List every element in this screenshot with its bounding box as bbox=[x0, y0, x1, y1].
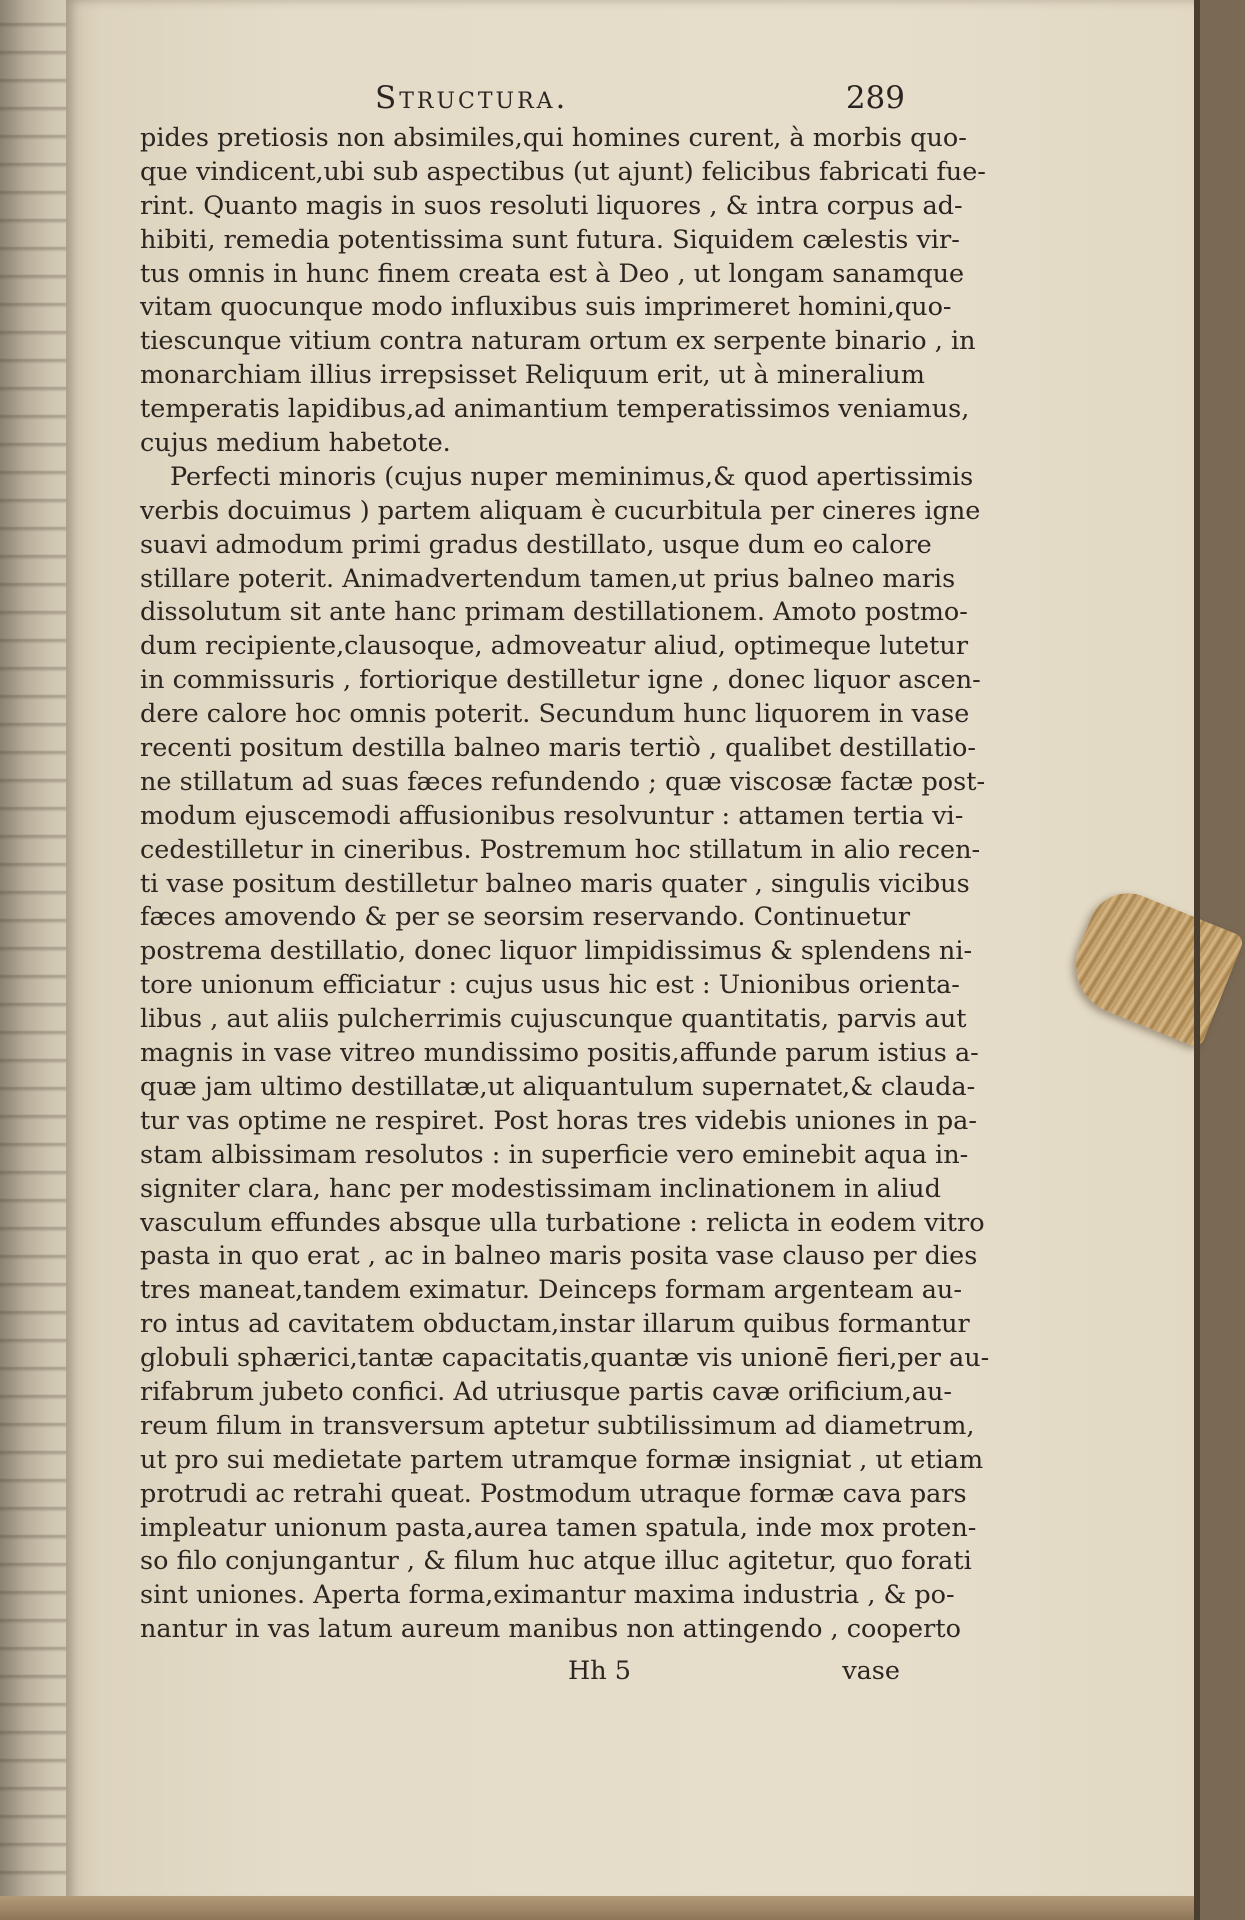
text-line: sint uniones. Aperta forma,eximantur maxima industria , & po- bbox=[140, 1580, 955, 1611]
page-right-edge bbox=[1194, 0, 1200, 1920]
text-line: hibiti, remedia potentissima sunt futura. Siquidem cælestis vir- bbox=[140, 224, 960, 255]
page-bottom-edge bbox=[0, 1896, 1200, 1920]
text-line: dissolutum sit ante hanc primam destillationem. Amoto postmo- bbox=[140, 597, 968, 628]
text-line: stam albissimam resolutos : in superficie vero eminebit aqua in- bbox=[140, 1139, 969, 1170]
running-header bbox=[375, 80, 905, 126]
running-title: Structura. bbox=[375, 80, 569, 116]
page-number: 289 bbox=[845, 80, 905, 116]
text-line: ut pro sui medietate partem utramque formæ insigniat , ut etiam bbox=[140, 1444, 984, 1475]
text-line: recenti positum destilla balneo maris tertiò , qualibet destillatio- bbox=[140, 733, 976, 764]
text-line: libus , aut aliis pulcherrimis cujuscunque quantitatis, parvis aut bbox=[140, 1004, 967, 1035]
text-line: monarchiam illius irrepsisset Reliquum erit, ut à mineralium bbox=[140, 360, 925, 391]
text-line: so filo conjungantur , & filum huc atque illuc agitetur, quo forati bbox=[140, 1546, 972, 1577]
facing-page-text-bleed bbox=[0, 0, 72, 1920]
text-line: tiescunque vitium contra naturam ortum ex serpente binario , in bbox=[140, 326, 976, 357]
text-line: reum filum in transversum aptetur subtilissimum ad diametrum, bbox=[140, 1410, 975, 1441]
text-line: tore unionum efficiatur : cujus usus hic est : Unionibus orienta- bbox=[140, 970, 960, 1001]
text-line: tres maneat,tandem eximatur. Deinceps formam argenteam au- bbox=[140, 1275, 962, 1306]
text-line: cujus medium habetote. bbox=[140, 428, 451, 459]
text-line: postrema destillatio, donec liquor limpidissimus & splendens ni- bbox=[140, 936, 973, 967]
text-line: stillare poterit. Animadvertendum tamen,ut prius balneo maris bbox=[140, 563, 956, 594]
text-line: suavi admodum primi gradus destillato, usque dum eo calore bbox=[140, 529, 932, 560]
text-line: impleatur unionum pasta,aurea tamen spatula, inde mox proten- bbox=[140, 1512, 977, 1543]
text-line: quæ jam ultimo destillatæ,ut aliquantulum supernatet,& clauda- bbox=[140, 1071, 976, 1102]
text-line: temperatis lapidibus,ad animantium temperatissimos veniamus, bbox=[140, 394, 970, 425]
text-line: ne stillatum ad suas fæces refundendo ; quæ viscosæ factæ post- bbox=[140, 766, 986, 797]
text-line: signiter clara, hanc per modestissimam inclinationem in aliud bbox=[140, 1173, 941, 1204]
text-line: pasta in quo erat , ac in balneo maris posita vase clauso per dies bbox=[140, 1241, 978, 1272]
text-line: vasculum effundes absque ulla turbatione : relicta in eodem vitro bbox=[140, 1207, 985, 1238]
text-line-paragraph-start: Perfecti minoris (cujus nuper meminimus,& quod apertissimis bbox=[170, 461, 974, 492]
text-line: rint. Quanto magis in suos resoluti liquores , & intra corpus ad- bbox=[140, 190, 963, 221]
text-line: tus omnis in hunc finem creata est à Deo , ut longam sanamque bbox=[140, 258, 965, 289]
text-line: globuli sphærici,tantæ capacitatis,quantæ vis unionē fieri,per au- bbox=[140, 1343, 990, 1374]
text-line: modum ejuscemodi affusionibus resolvuntur : attamen tertia vi- bbox=[140, 800, 964, 831]
text-line: ti vase positum destilletur balneo maris quater , singulis vicibus bbox=[140, 868, 970, 899]
text-line: nantur in vas latum aureum manibus non attingendo , cooperto bbox=[140, 1614, 961, 1645]
text-line: verbis docuimus ) partem aliquam è cucurbitula per cineres igne bbox=[140, 495, 981, 526]
text-line: dum recipiente,clausoque, admoveatur aliud, optimeque lutetur bbox=[140, 631, 969, 662]
text-line: cedestilletur in cineribus. Postremum hoc stillatum in alio recen- bbox=[140, 834, 981, 865]
page-footer bbox=[140, 1656, 900, 1692]
text-line: in commissuris , fortiorique destilletur igne , donec liquor ascen- bbox=[140, 665, 981, 696]
text-line: vitam quocunque modo influxibus suis imprimeret homini,quo- bbox=[140, 292, 952, 323]
text-line: dere calore hoc omnis poterit. Secundum hunc liquorem in vase bbox=[140, 699, 970, 730]
body-text bbox=[140, 122, 990, 1647]
text-line: tur vas optime ne respiret. Post horas tres videbis uniones in pa- bbox=[140, 1105, 977, 1136]
text-line: magnis in vase vitreo mundissimo positis,affunde parum istius a- bbox=[140, 1038, 979, 1069]
text-line: protrudi ac retrahi queat. Postmodum utraque formæ cava pars bbox=[140, 1478, 967, 1509]
text-line: ro intus ad cavitatem obductam,instar illarum quibus formantur bbox=[140, 1309, 970, 1340]
text-line: pides pretiosis non absimiles,qui homines curent, à morbis quo- bbox=[140, 123, 967, 153]
text-line: que vindicent,ubi sub aspectibus (ut ajunt) felicibus fabricati fue- bbox=[140, 156, 986, 187]
text-line: rifabrum jubeto confici. Ad utriusque partis cavæ orificium,au- bbox=[140, 1376, 953, 1407]
catchword: vase bbox=[842, 1656, 900, 1686]
signature-mark: Hh 5 bbox=[568, 1656, 631, 1686]
text-line: fæces amovendo & per se seorsim reservando. Continuetur bbox=[140, 902, 911, 933]
